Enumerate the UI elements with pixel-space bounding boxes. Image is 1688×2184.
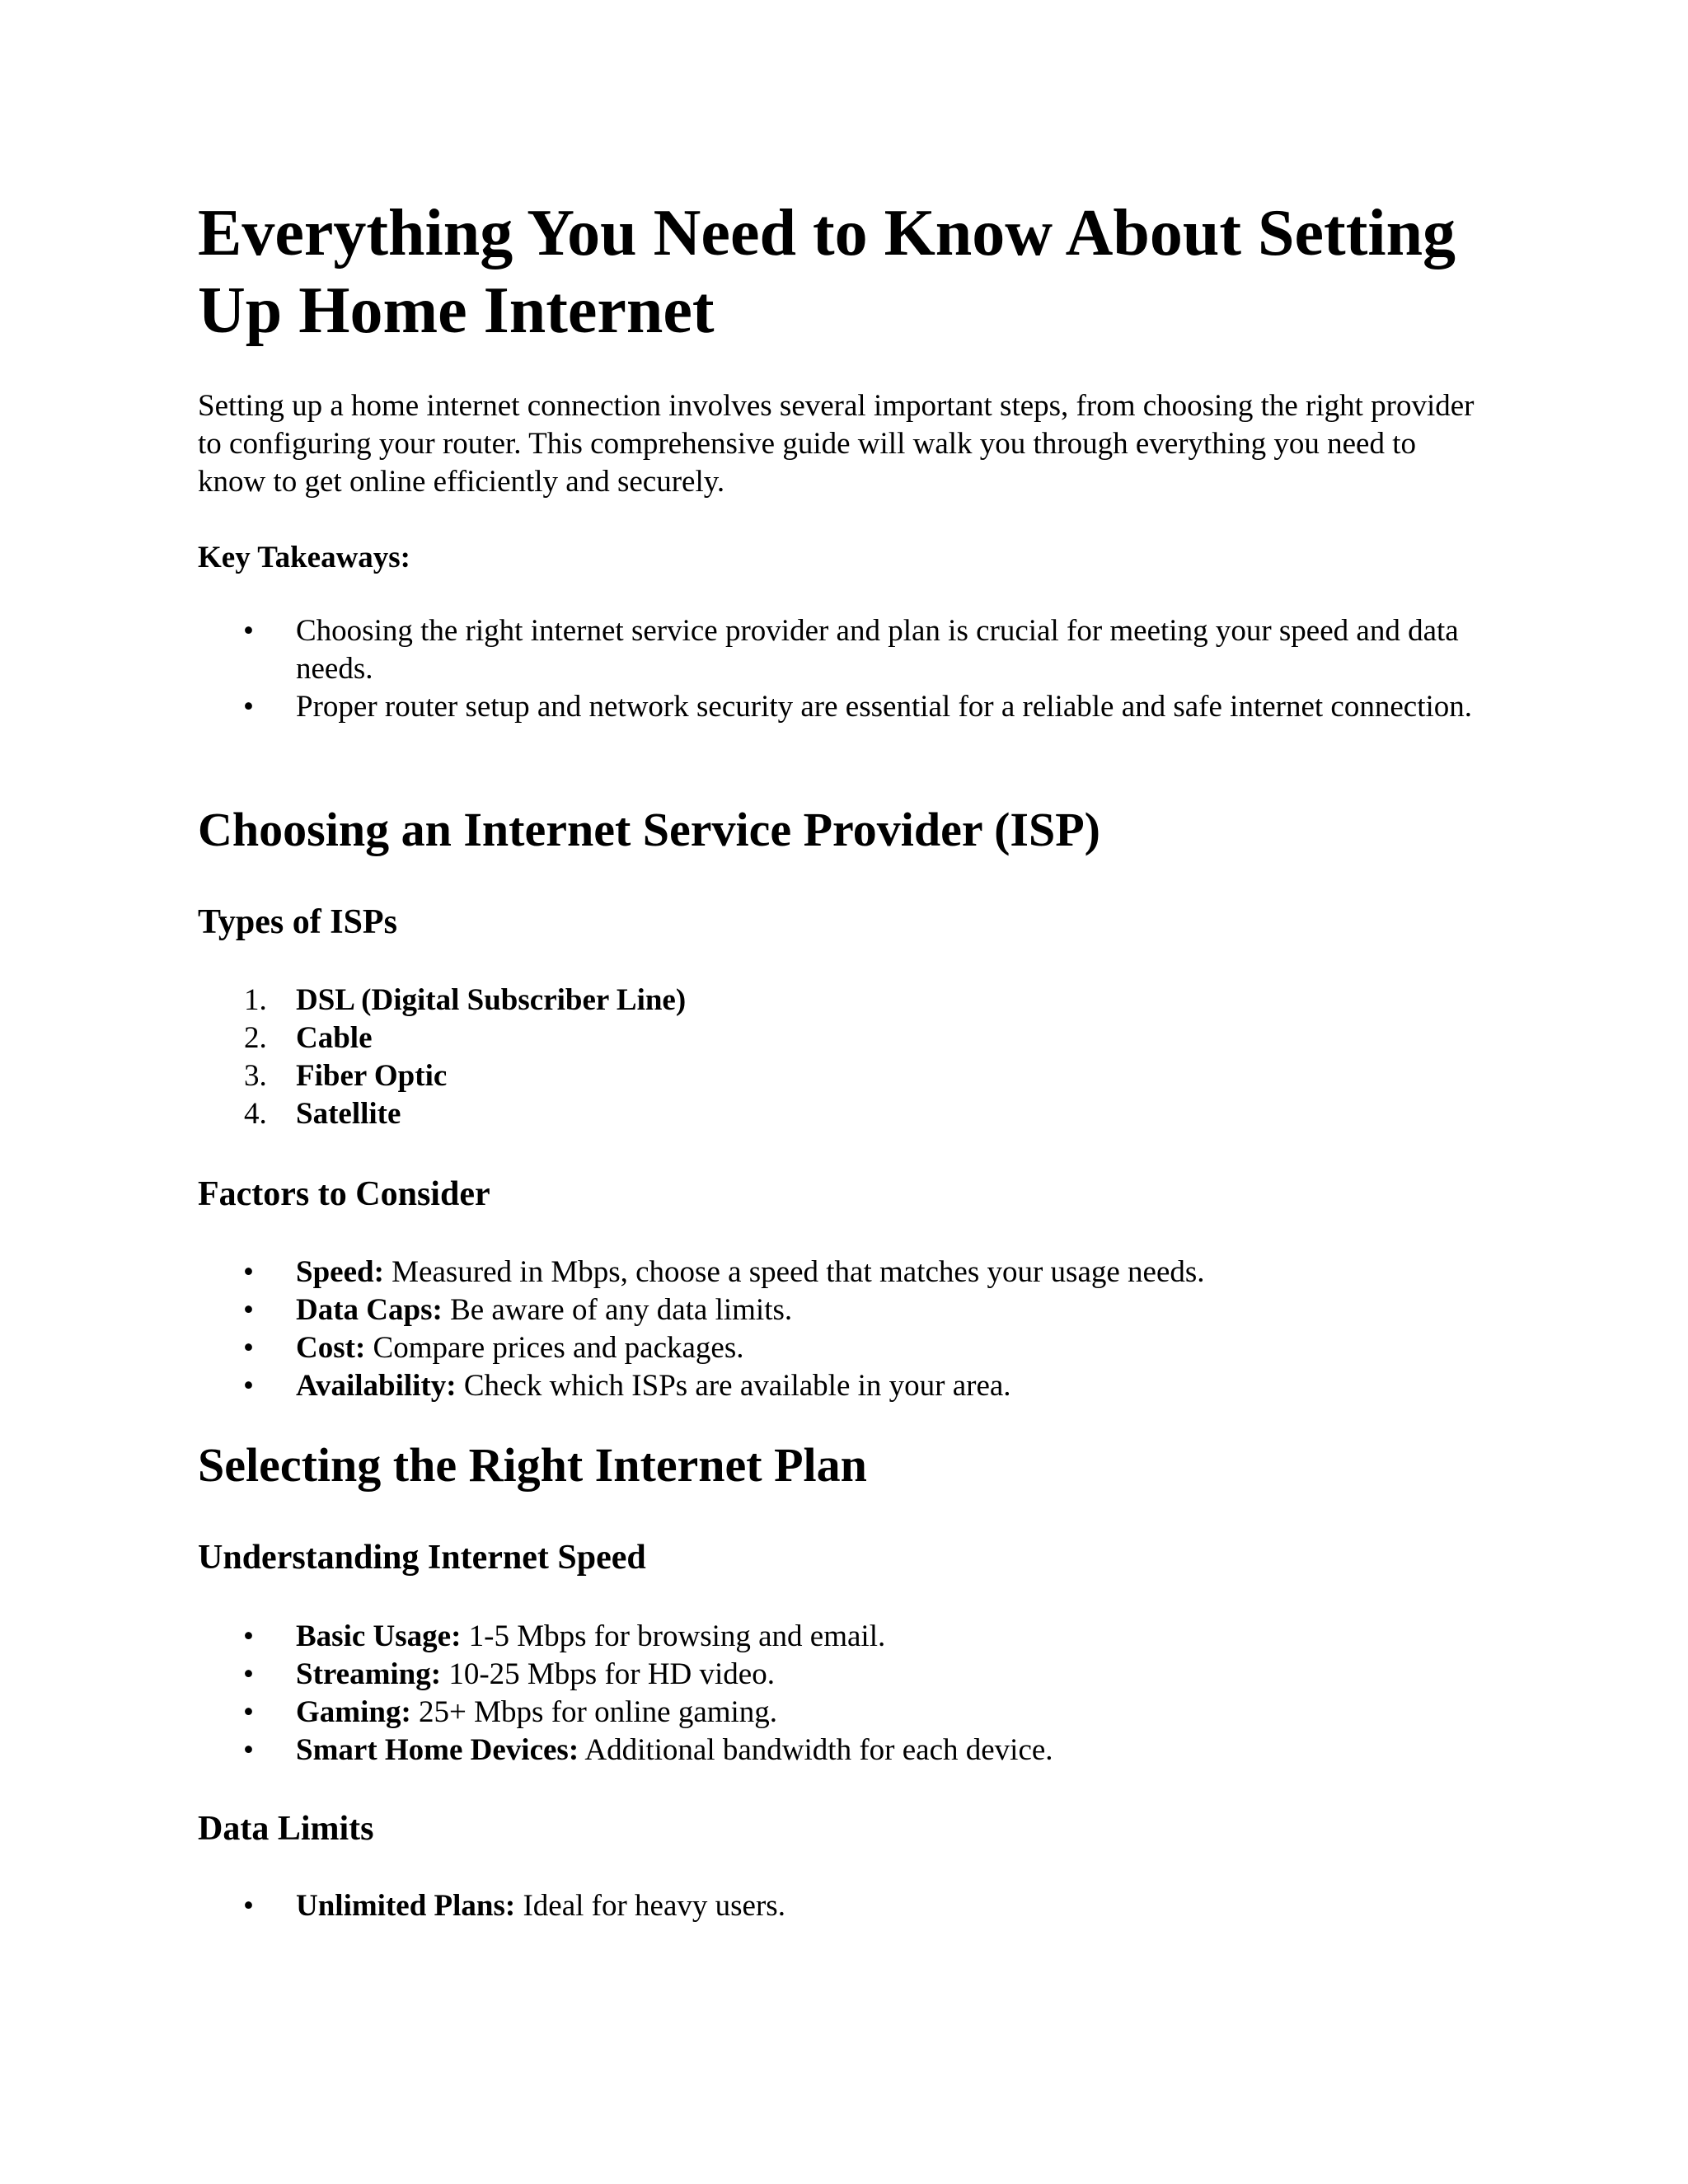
- bullet-icon: •: [243, 690, 254, 724]
- list-item: 3. Fiber Optic: [244, 1059, 448, 1093]
- speed-list: [198, 1618, 1484, 1769]
- list-item: • Data Caps: Be aware of any data limits.: [198, 1291, 1484, 1329]
- bullet-icon: •: [243, 1619, 254, 1653]
- isp-types-list: [198, 982, 1484, 1133]
- bullet-icon: •: [243, 1293, 254, 1327]
- factors-list: [198, 1254, 1484, 1405]
- list-item: • Choosing the right internet service provider and plan is crucial for meeting your speed and data needs.: [243, 614, 1459, 686]
- section-heading-plan: Selecting the Right Internet Plan: [198, 1438, 867, 1492]
- list-item: • Unlimited Plans: Ideal for heavy users.: [198, 1887, 1484, 1925]
- key-takeaways-list: [198, 612, 1484, 726]
- list-item: 4. Satellite: [244, 1097, 401, 1131]
- bullet-icon: •: [243, 1369, 254, 1403]
- section-heading-isp: Choosing an Internet Service Provider (ISP): [198, 803, 1100, 856]
- list-item: • Speed: Measured in Mbps, choose a speed that matches your usage needs.: [198, 1254, 1484, 1291]
- page-title: Everything You Need to Know About Setting Up Home Internet: [198, 197, 1456, 347]
- subheading-types-of-isps: Types of ISPs: [198, 903, 397, 941]
- subheading-internet-speed: Understanding Internet Speed: [198, 1539, 646, 1577]
- bullet-icon: •: [243, 614, 254, 648]
- list-item: 2. Cable: [244, 1021, 373, 1055]
- list-item: • Basic Usage: 1-5 Mbps for browsing and email.: [198, 1618, 1484, 1656]
- bullet-icon: •: [243, 1657, 254, 1691]
- intro-paragraph: Setting up a home internet connection involves several important steps, from choosing the right provider to configuring your router. This comprehensive guide will walk you through everything you need to know to get online efficiently and securely.: [198, 389, 1475, 499]
- list-item: • Proper router setup and network security are essential for a reliable and safe internet connection.: [198, 688, 1484, 726]
- data-limits-list: [198, 1887, 1484, 1925]
- list-item: • Gaming: 25+ Mbps for online gaming.: [198, 1694, 1484, 1732]
- subheading-factors: Factors to Consider: [198, 1175, 490, 1213]
- bullet-icon: •: [243, 1331, 254, 1365]
- bullet-icon: •: [243, 1255, 254, 1289]
- list-item: • Smart Home Devices: Additional bandwidth for each device.: [198, 1732, 1484, 1769]
- list-item: • Availability: Check which ISPs are available in your area.: [198, 1367, 1484, 1405]
- subheading-data-limits: Data Limits: [198, 1810, 374, 1848]
- key-takeaways-label: Key Takeaways:: [198, 541, 411, 574]
- bullet-icon: •: [243, 1733, 254, 1767]
- bullet-icon: •: [243, 1889, 254, 1923]
- list-item: • Streaming: 10-25 Mbps for HD video.: [198, 1656, 1484, 1694]
- list-item: 1. DSL (Digital Subscriber Line): [244, 983, 687, 1017]
- list-item: • Cost: Compare prices and packages.: [198, 1329, 1484, 1367]
- bullet-icon: •: [243, 1695, 254, 1729]
